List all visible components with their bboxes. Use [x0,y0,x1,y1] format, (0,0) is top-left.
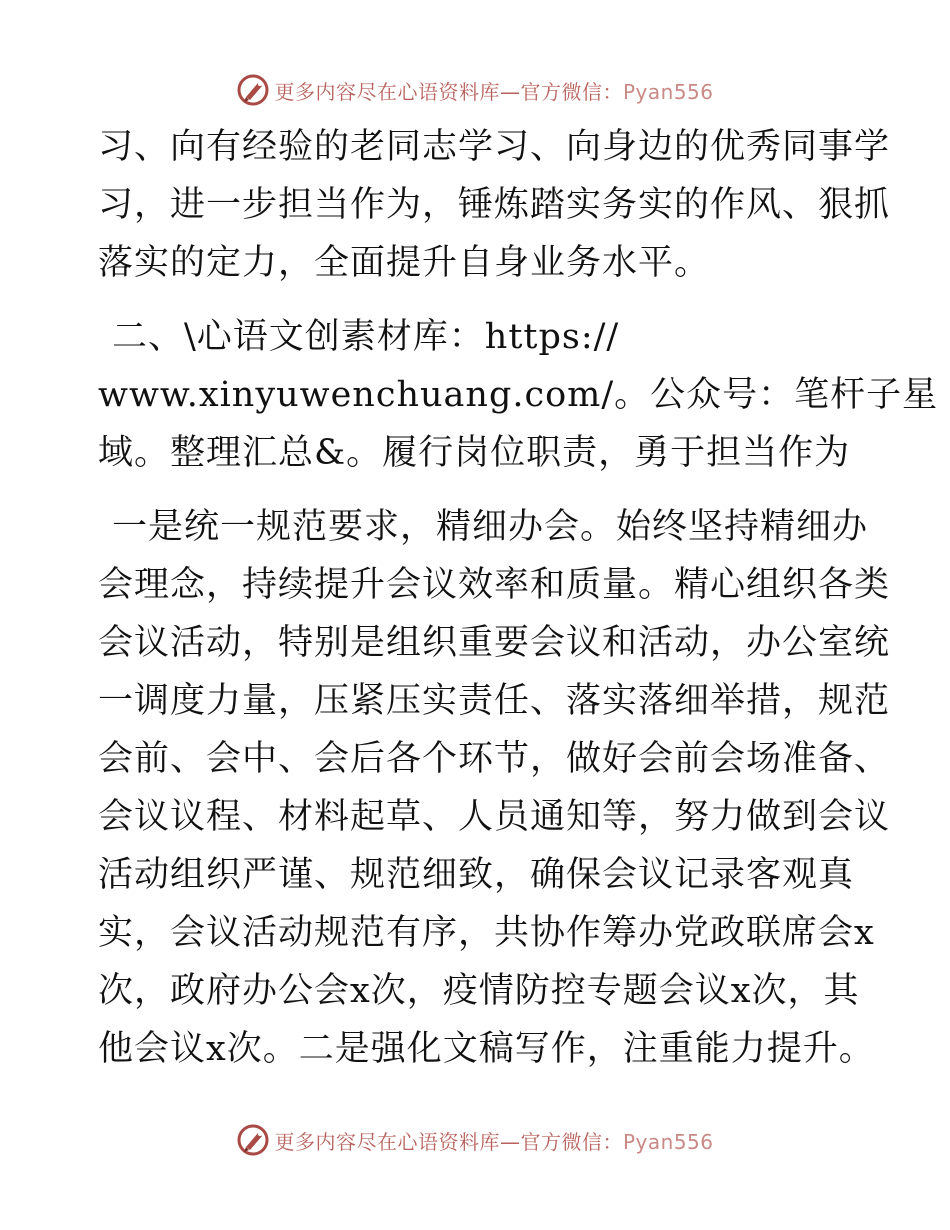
header-watermark-text: 更多内容尽在心语资料库—官方微信：Pyan556 [274,79,714,104]
text-line: 二、\心语文创素材库：https:// [112,317,620,357]
footer-watermark [0,1120,950,1160]
text-line: www.xinyuwenchuang.com/。公众号：笔杆子星 [98,375,939,415]
text-line: 会议活动，特别是组织重要会议和活动，办公室统 [98,623,891,663]
header-watermark [0,70,950,110]
text-line: 会前、会中、会后各个环节，做好会前会场准备、 [98,739,891,779]
text-line: 域。整理汇总&。履行岗位职责，勇于担当作为 [98,433,851,473]
text-line: 活动组织严谨、规范细致，确保会议记录客观真 [98,855,855,895]
footer-watermark-text: 更多内容尽在心语资料库—官方微信：Pyan556 [274,1129,714,1154]
text-line: 一调度力量，压紧压实责任、落实落细举措，规范 [98,681,891,721]
text-line: 实，会议活动规范有序，共协作筹办党政联席会x [98,913,875,953]
text-line: 会议议程、材料起草、人员通知等，努力做到会议 [98,797,891,837]
paragraph-continued [98,118,891,292]
text-line: 落实的定力，全面提升自身业务水平。 [98,243,711,283]
text-line: 他会议x次。二是强化文稿写作，注重能力提升。 [98,1029,875,1069]
pen-logo-icon [236,1123,270,1157]
section-heading [98,308,939,482]
text-line: 习，进一步担当作为，锤炼踏实务实的作风、狠抓 [98,185,891,225]
paragraph-body [98,498,891,1078]
text-line: 会理念，持续提升会议效率和质量。精心组织各类 [98,565,891,605]
text-line: 次，政府办公会x次，疫情防控专题会议x次，其 [98,971,860,1011]
text-line: 一是统一规范要求，精细办会。始终坚持精细办 [112,507,869,547]
pen-logo-icon [236,73,270,107]
text-line: 习、向有经验的老同志学习、向身边的优秀同事学 [98,127,891,167]
